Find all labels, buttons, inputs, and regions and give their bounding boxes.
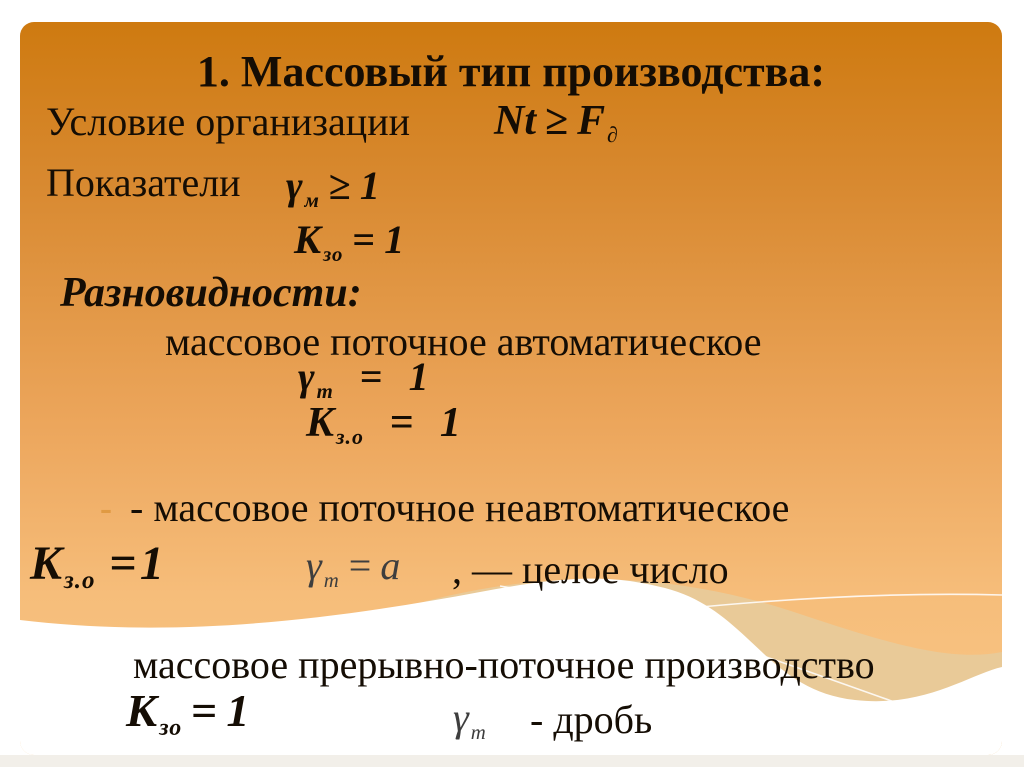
indicator-gamma-op: ≥ xyxy=(328,163,351,208)
slide-title: 1. Массовый тип производства: xyxy=(196,47,826,96)
indicator-kzo-op: = xyxy=(352,217,376,262)
variety-1-k-lhs: K xyxy=(306,400,335,446)
variety-3-note: - дробь xyxy=(530,697,653,742)
variety-2-note: , — целое число xyxy=(452,547,729,592)
variety-3-formula-gamma xyxy=(453,695,487,744)
variety-1-gamma-sub: m xyxy=(316,379,334,403)
indicator-kzo-lhs: К xyxy=(294,217,322,262)
variety-2-bullet: - xyxy=(100,488,112,528)
variety-3-gamma-sub: m xyxy=(470,720,487,744)
variety-2-gamma-rhs: a xyxy=(380,543,401,588)
variety-1-formula-k xyxy=(306,402,461,449)
indicator-kzo-sub: зо xyxy=(323,242,344,266)
variety-2-gamma-op: = xyxy=(348,543,372,588)
variety-2-label: - массовое поточное неавтоматическое xyxy=(130,485,790,530)
variety-3-label: массовое прерывно-поточное производство xyxy=(133,642,875,687)
variety-2-k-op: = xyxy=(109,537,137,590)
variety-3-k-op: = xyxy=(191,685,218,736)
variety-2-k-lhs: K xyxy=(30,537,63,590)
variety-1-label: массовое поточное автоматическое xyxy=(165,319,762,364)
variety-2-k-sub: з.о xyxy=(64,567,96,595)
varieties-heading: Разновидности: xyxy=(60,270,362,316)
variety-3-formula-k xyxy=(126,685,250,742)
variety-1-gamma-op: = xyxy=(359,354,383,399)
variety-3-gamma-lhs: γ xyxy=(453,695,469,740)
variety-2-gamma-lhs: γ xyxy=(306,543,322,588)
variety-1-gamma-lhs: γ xyxy=(298,354,315,399)
variety-1-k-rhs: 1 xyxy=(439,400,461,446)
variety-2-formula-gamma xyxy=(306,543,401,592)
condition-formula xyxy=(494,100,619,147)
variety-1-k-op: = xyxy=(389,400,414,446)
variety-2-formula-k xyxy=(30,537,164,595)
condition-formula-op: ≥ xyxy=(545,98,569,144)
variety-3-k-sub: зо xyxy=(159,715,183,742)
condition-formula-rhs-sub: ∂ xyxy=(607,123,619,148)
variety-2-gamma-sub: m xyxy=(323,568,340,592)
variety-1-formula-gamma xyxy=(298,354,429,403)
condition-formula-lhs: Nt xyxy=(494,98,536,144)
indicators-label: Показатели xyxy=(46,160,241,205)
indicator-gamma-rhs: 1 xyxy=(359,163,380,208)
variety-3-k-lhs: К xyxy=(126,685,158,736)
variety-1-gamma-rhs: 1 xyxy=(408,354,429,399)
variety-2-k-rhs: 1 xyxy=(139,537,164,590)
bottom-edge-strip xyxy=(0,755,1024,767)
indicator-formula-gamma xyxy=(286,163,380,212)
variety-3-k-rhs: 1 xyxy=(226,685,250,736)
indicator-kzo-rhs: 1 xyxy=(384,217,405,262)
indicator-gamma-lhs: γ xyxy=(286,163,303,208)
variety-1-k-sub: з.о xyxy=(336,425,364,450)
indicator-formula-kzo xyxy=(294,217,405,266)
condition-label: Условие организации xyxy=(46,99,411,144)
indicator-gamma-sub: м xyxy=(304,188,320,212)
condition-formula-rhs: F xyxy=(577,98,606,144)
